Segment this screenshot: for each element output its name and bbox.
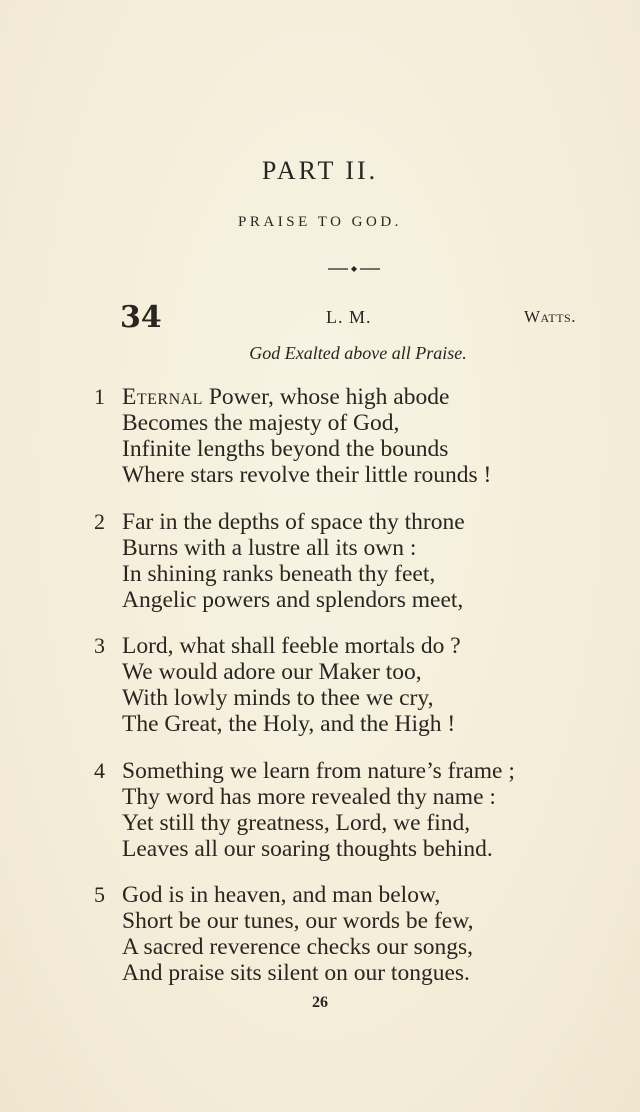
- verse-line: And praise sits silent on our tongues.: [122, 960, 470, 986]
- hymn-title: God Exalted above all Praise.: [249, 343, 467, 363]
- section-title: PRAISE TO GOD.: [238, 214, 402, 230]
- verse-line: A sacred reverence checks our songs,: [122, 934, 474, 960]
- verse-line: Thy word has more revealed thy name :: [122, 784, 496, 810]
- verse-line: Where stars revolve their little rounds !: [122, 462, 492, 488]
- hymn-meter: L. M.: [326, 307, 372, 327]
- verse-line: With lowly minds to thee we cry,: [122, 685, 434, 711]
- verse-line: The Great, the Holy, and the High !: [122, 711, 456, 737]
- verse-line: Leaves all our soaring thoughts behind.: [122, 836, 493, 862]
- verse-line: Becomes the majesty of God,: [122, 410, 400, 436]
- verse-line: Burns with a lustre all its own :: [122, 535, 417, 561]
- stanza-number: 3: [94, 633, 105, 658]
- stanza-number: 5: [94, 882, 105, 907]
- verse-line: Yet still thy greatness, Lord, we find,: [122, 810, 471, 836]
- verse-line-text: Power, whose high abode: [202, 384, 450, 410]
- verse-line: [122, 384, 449, 410]
- stanza-number: 4: [94, 758, 105, 783]
- stanza-number: 1: [94, 384, 105, 409]
- hymn-author: Watts.: [524, 307, 576, 326]
- hymn-number: 34: [120, 300, 162, 335]
- verse-line: Far in the depths of space thy throne: [122, 509, 465, 535]
- verse-line: Short be our tunes, our words be few,: [122, 908, 474, 934]
- verse-line: Lord, what shall feeble mortals do ?: [122, 633, 461, 659]
- verse-line: Angelic powers and splendors meet,: [122, 587, 464, 613]
- verse-line: In shining ranks beneath thy feet,: [122, 561, 436, 587]
- first-word: Eternal: [122, 384, 203, 410]
- verse-line: Infinite lengths beyond the bounds: [122, 436, 449, 462]
- stanza-number: 2: [94, 509, 105, 534]
- verse-line: Something we learn from nature’s frame ;: [122, 758, 515, 784]
- part-title: PART II.: [261, 156, 379, 185]
- ornament-rule-icon: [326, 262, 382, 276]
- verse-line: We would adore our Maker too,: [122, 659, 422, 685]
- page-number: 26: [312, 994, 328, 1011]
- verse-line: God is in heaven, and man below,: [122, 882, 441, 908]
